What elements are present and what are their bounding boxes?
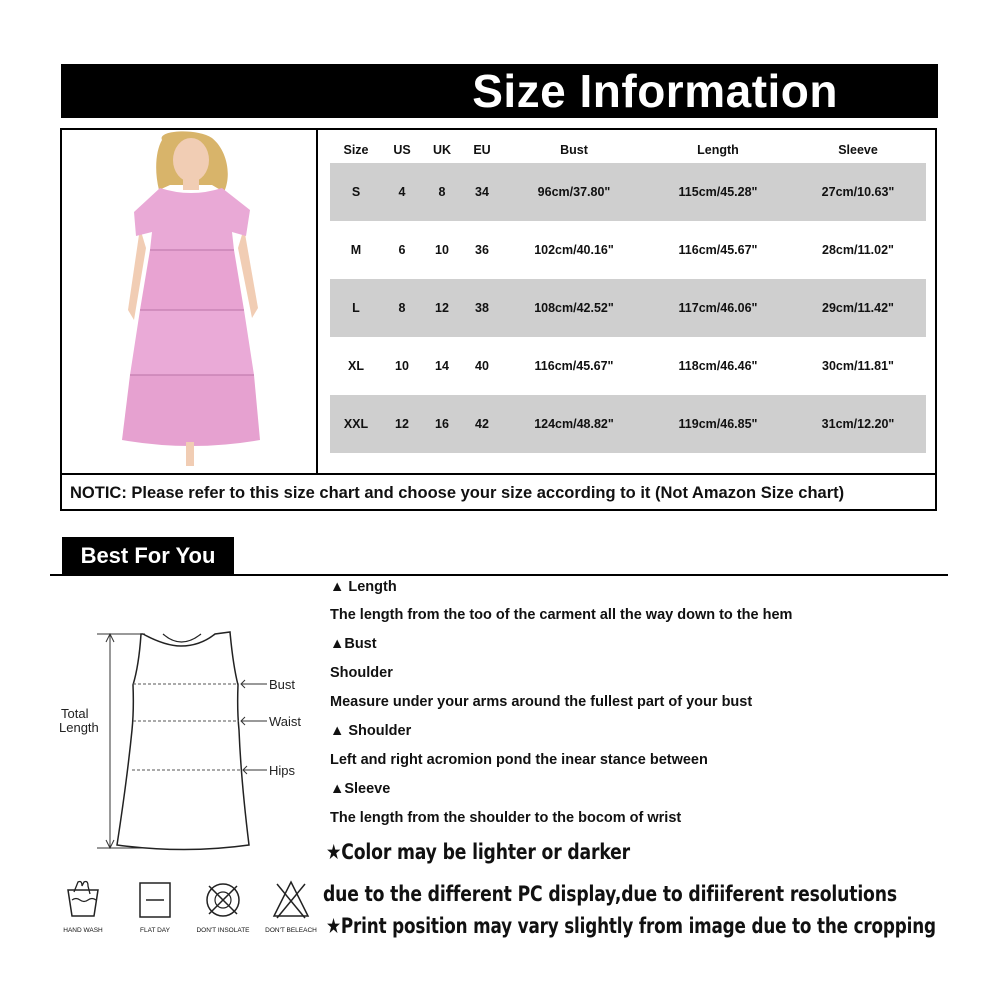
table-cell: 40 bbox=[475, 359, 489, 373]
table-cell: 42 bbox=[462, 395, 502, 453]
col-us: US bbox=[393, 143, 411, 157]
table-cell: 14 bbox=[435, 359, 449, 373]
bust-desc: Measure under your arms around the fullest part of your bust bbox=[330, 694, 753, 710]
table-cell: 115cm/45.28" bbox=[646, 163, 790, 221]
bust-heading: ▲Bust bbox=[330, 636, 377, 652]
col-size: Size bbox=[343, 143, 369, 157]
table-row bbox=[330, 337, 926, 395]
page-title: Size Information bbox=[472, 65, 838, 117]
do-not-bleach-icon bbox=[264, 878, 318, 922]
measurement-diagram bbox=[55, 620, 325, 860]
table-cell: 108cm/42.52" bbox=[502, 279, 646, 337]
table-cell: 12 bbox=[422, 279, 462, 337]
table-row bbox=[330, 221, 926, 279]
table-row bbox=[330, 395, 926, 453]
sleeve-desc: The length from the shoulder to the bocom of wrist bbox=[330, 810, 682, 826]
size-table bbox=[330, 137, 926, 453]
flat-dry-icon bbox=[132, 878, 178, 922]
bust-label: Bust bbox=[269, 677, 296, 692]
table-cell: 118cm/46.46" bbox=[678, 359, 758, 373]
table-cell: M bbox=[350, 243, 362, 257]
waist-label: Waist bbox=[269, 714, 302, 729]
size-table-header bbox=[330, 137, 926, 163]
care-label: FLAT DAY bbox=[140, 927, 170, 934]
table-cell: 27cm/10.63" bbox=[790, 163, 926, 221]
notice-text: NOTIC: Please refer to this size chart and choose your size according to it (Not Amazon Size chart) bbox=[62, 473, 935, 511]
table-cell: 12 bbox=[382, 395, 422, 453]
table-row bbox=[330, 279, 926, 337]
section-divider bbox=[50, 574, 948, 576]
table-cell: 8 bbox=[382, 279, 422, 337]
table-cell: 8 bbox=[422, 163, 462, 221]
best-for-you-tab: Best For You bbox=[62, 537, 234, 575]
table-cell: XL bbox=[348, 359, 364, 373]
col-bust: Bust bbox=[560, 143, 588, 157]
total-label: Total bbox=[61, 706, 89, 721]
care-do-not-insolate bbox=[196, 878, 250, 940]
table-cell: 6 bbox=[398, 243, 406, 257]
table-cell: 102cm/40.16" bbox=[534, 243, 614, 257]
bust-shoulder-text: Shoulder bbox=[330, 665, 393, 681]
table-cell: 34 bbox=[462, 163, 502, 221]
table-cell: L bbox=[330, 279, 382, 337]
sleeve-heading: ▲Sleeve bbox=[330, 781, 391, 797]
table-cell: 38 bbox=[462, 279, 502, 337]
care-hand-wash bbox=[60, 878, 106, 940]
table-cell: S bbox=[330, 163, 382, 221]
table-cell: 29cm/11.42" bbox=[790, 279, 926, 337]
title-bar bbox=[61, 64, 938, 118]
table-cell: 28cm/11.02" bbox=[822, 243, 894, 257]
table-cell: 10 bbox=[435, 243, 449, 257]
dress-photo bbox=[62, 130, 318, 473]
table-row bbox=[330, 163, 926, 221]
table-cell: 30cm/11.81" bbox=[822, 359, 894, 373]
care-do-not-bleach bbox=[264, 878, 318, 940]
care-label: HAND WASH bbox=[63, 927, 103, 934]
hand-wash-icon bbox=[60, 878, 106, 922]
care-flat-dry bbox=[132, 878, 178, 940]
length-label: Length bbox=[59, 720, 99, 735]
table-cell: 124cm/48.82" bbox=[502, 395, 646, 453]
table-cell: 96cm/37.80" bbox=[502, 163, 646, 221]
col-uk: UK bbox=[432, 143, 452, 157]
table-cell: 36 bbox=[475, 243, 489, 257]
note-color: ★Color may be lighter or darker bbox=[326, 840, 631, 864]
table-cell: XXL bbox=[330, 395, 382, 453]
care-label: DON'T BELEACH bbox=[265, 927, 317, 934]
table-cell: 4 bbox=[382, 163, 422, 221]
length-heading: ▲ Length bbox=[330, 579, 397, 595]
table-cell: 10 bbox=[395, 359, 409, 373]
note-display: due to the different PC display,due to difiiferent resolutions bbox=[323, 882, 897, 906]
care-label: DON'T INSOLATE bbox=[196, 927, 250, 934]
table-cell: 116cm/45.67" bbox=[678, 243, 758, 257]
table-cell: 16 bbox=[422, 395, 462, 453]
table-cell: 31cm/12.20" bbox=[790, 395, 926, 453]
col-eu: EU bbox=[473, 143, 491, 157]
col-length: Length bbox=[697, 143, 739, 157]
shoulder-desc: Left and right acromion pond the inear stance between bbox=[330, 752, 708, 768]
table-cell: 119cm/46.85" bbox=[646, 395, 790, 453]
col-sleeve: Sleeve bbox=[838, 143, 878, 157]
do-not-insolate-icon bbox=[196, 878, 250, 922]
pink-dress-illustration bbox=[62, 130, 316, 473]
table-cell: 116cm/45.67" bbox=[534, 359, 614, 373]
table-cell: 117cm/46.06" bbox=[646, 279, 790, 337]
shoulder-heading: ▲ Shoulder bbox=[330, 723, 412, 739]
hips-label: Hips bbox=[269, 763, 296, 778]
note-print-position: ★Print position may vary slightly from image due to the cropping bbox=[326, 914, 936, 938]
length-desc: The length from the too of the carment all the way down to the hem bbox=[330, 607, 793, 623]
